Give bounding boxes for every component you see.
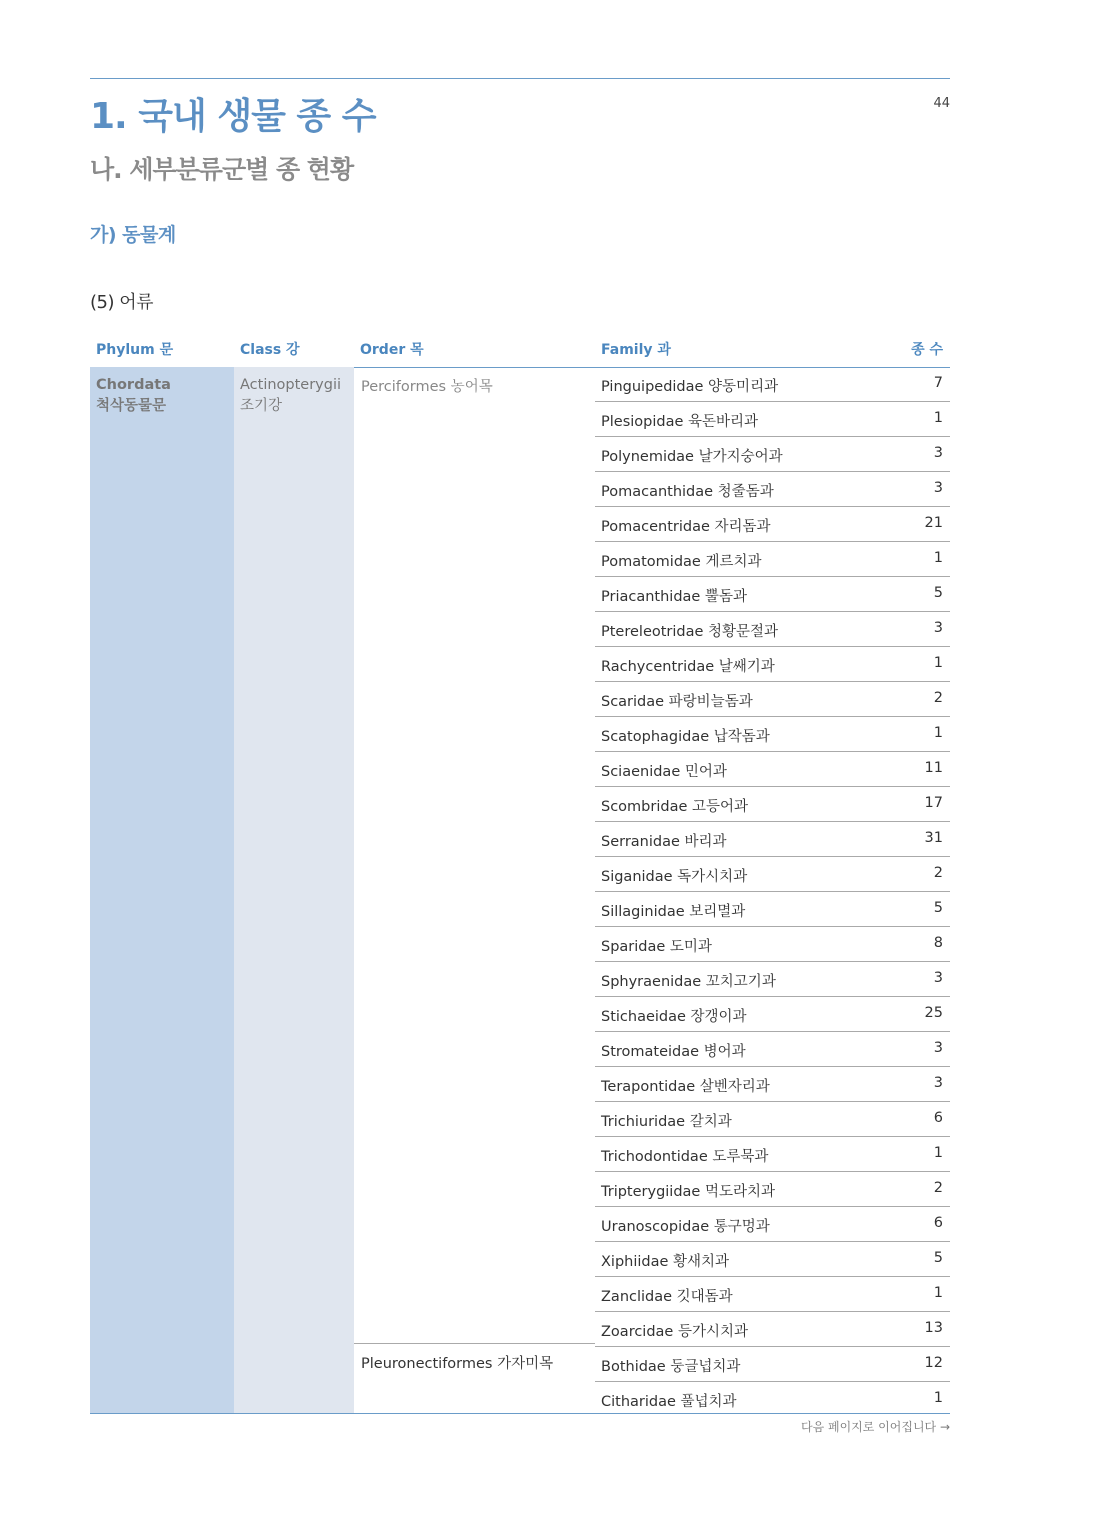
family-name: Terapontidae 살벤자리과 — [601, 1079, 770, 1095]
family-name: Siganidae 독가시치과 — [601, 869, 748, 885]
table-row — [595, 1277, 950, 1312]
species-count: 5 — [933, 1250, 943, 1266]
family-name: Pomatomidae 게르치과 — [601, 554, 762, 570]
table-row — [595, 1172, 950, 1207]
table-row — [595, 647, 950, 682]
table-row — [595, 962, 950, 997]
table-row — [595, 1067, 950, 1102]
order-cell-perciformes — [354, 367, 595, 1343]
order-label: Pleuronectiformes 가자미목 — [361, 1356, 554, 1372]
table-row — [595, 752, 950, 787]
table-row — [595, 892, 950, 927]
table-row — [595, 507, 950, 542]
family-name: Scatophagidae 납작돔과 — [601, 729, 770, 745]
species-count: 5 — [933, 585, 943, 601]
species-count: 1 — [933, 655, 943, 671]
family-name: Rachycentridae 날쌔기과 — [601, 659, 775, 675]
class-label — [240, 375, 341, 417]
family-name: Pinguipedidae 양동미리과 — [601, 379, 779, 395]
table-row — [595, 1207, 950, 1242]
family-name: Sphyraenidae 꼬치고기과 — [601, 974, 776, 990]
species-count: 13 — [924, 1320, 943, 1336]
species-count: 2 — [933, 1180, 943, 1196]
table-row — [595, 402, 950, 437]
species-count: 7 — [933, 375, 943, 391]
table-row — [595, 1137, 950, 1172]
family-name: Zoarcidae 등가시치과 — [601, 1324, 748, 1340]
species-count: 1 — [933, 725, 943, 741]
phylum-name-en: Chordata — [96, 377, 171, 393]
table-row — [595, 367, 950, 402]
table-row — [595, 577, 950, 612]
family-name: Scombridae 고등어과 — [601, 799, 749, 815]
class-cell — [234, 367, 354, 1413]
subsection-title: 가) 동물계 — [90, 224, 176, 246]
column-header-phylum: Phylum 문 — [96, 342, 174, 358]
class-name-ko: 조기강 — [240, 398, 283, 414]
family-name: Sparidae 도미과 — [601, 939, 712, 955]
top-rule — [90, 78, 950, 79]
family-list — [595, 367, 950, 1416]
table-row — [595, 1347, 950, 1382]
table-row — [595, 1382, 950, 1416]
sub-subsection-title: (5) 어류 — [90, 292, 153, 313]
column-header-order: Order 목 — [360, 342, 424, 358]
family-name: Stichaeidae 장갱이과 — [601, 1009, 747, 1025]
species-count: 21 — [924, 515, 943, 531]
table-header — [90, 334, 950, 368]
family-name: Uranoscopidae 통구멍과 — [601, 1219, 770, 1235]
table-row — [595, 612, 950, 647]
species-count: 5 — [933, 900, 943, 916]
species-count: 3 — [933, 1075, 943, 1091]
family-name: Plesiopidae 육돈바리과 — [601, 414, 759, 430]
order-label: Perciformes 농어목 — [361, 379, 493, 395]
species-count: 12 — [924, 1355, 943, 1371]
species-count: 2 — [933, 690, 943, 706]
table-row — [595, 1242, 950, 1277]
continue-note: 다음 페이지로 이어집니다 → — [800, 1420, 950, 1434]
family-name: Citharidae 풀넙치과 — [601, 1394, 737, 1410]
table-row — [595, 822, 950, 857]
species-count: 25 — [924, 1005, 943, 1021]
family-name: Priacanthidae 뿔돔과 — [601, 589, 747, 605]
class-name-en: Actinopterygii — [240, 377, 342, 393]
species-count: 1 — [933, 1285, 943, 1301]
family-name: Zanclidae 깃대돔과 — [601, 1289, 733, 1305]
table-row — [595, 682, 950, 717]
column-header-class: Class 강 — [240, 342, 300, 358]
species-count: 17 — [924, 795, 943, 811]
table-row — [595, 717, 950, 752]
species-count: 31 — [924, 830, 943, 846]
order-cell-pleuronectiformes — [354, 1343, 595, 1414]
species-count: 3 — [933, 445, 943, 461]
column-header-family: Family 과 — [601, 342, 671, 358]
species-count: 1 — [933, 550, 943, 566]
table-row — [595, 542, 950, 577]
species-count: 6 — [933, 1215, 943, 1231]
family-name: Trichiuridae 갈치과 — [601, 1114, 732, 1130]
species-count: 1 — [933, 410, 943, 426]
column-header-species-count: 종 수 — [911, 342, 943, 358]
family-name: Trichodontidae 도루묵과 — [601, 1149, 769, 1165]
family-name: Pomacanthidae 청줄돔과 — [601, 484, 774, 500]
species-count: 1 — [933, 1145, 943, 1161]
page-number: 44 — [933, 96, 950, 111]
family-name: Polynemidae 날가지숭어과 — [601, 449, 783, 465]
species-count: 1 — [933, 1390, 943, 1406]
species-count: 3 — [933, 970, 943, 986]
table-row — [595, 437, 950, 472]
species-count: 3 — [933, 1040, 943, 1056]
family-name: Bothidae 둥글넙치과 — [601, 1359, 741, 1375]
species-count: 2 — [933, 865, 943, 881]
phylum-cell — [90, 367, 234, 1413]
family-name: Ptereleotridae 청황문절과 — [601, 624, 779, 640]
family-name: Sillaginidae 보리멸과 — [601, 904, 746, 920]
species-count: 8 — [933, 935, 943, 951]
table-row — [595, 472, 950, 507]
family-name: Scaridae 파랑비늘돔과 — [601, 694, 753, 710]
table-row — [595, 997, 950, 1032]
family-name: Sciaenidae 민어과 — [601, 764, 727, 780]
phylum-label — [96, 375, 171, 417]
table-row — [595, 927, 950, 962]
bottom-rule — [90, 1413, 950, 1414]
table-row — [595, 787, 950, 822]
section-title: 나. 세부분류군별 종 현황 — [90, 155, 354, 184]
species-count: 3 — [933, 480, 943, 496]
family-name: Xiphiidae 황새치과 — [601, 1254, 730, 1270]
table-row — [595, 1032, 950, 1067]
table-row — [595, 1312, 950, 1347]
family-name: Tripterygiidae 먹도라치과 — [601, 1184, 775, 1200]
family-name: Stromateidae 병어과 — [601, 1044, 746, 1060]
species-count: 6 — [933, 1110, 943, 1126]
species-count: 11 — [924, 760, 943, 776]
chapter-title: 1. 국내 생물 종 수 — [90, 96, 376, 137]
table-row — [595, 857, 950, 892]
phylum-name-ko: 척삭동물문 — [96, 398, 167, 414]
family-name: Pomacentridae 자리돔과 — [601, 519, 771, 535]
family-name: Serranidae 바리과 — [601, 834, 727, 850]
table-row — [595, 1102, 950, 1137]
species-count: 3 — [933, 620, 943, 636]
